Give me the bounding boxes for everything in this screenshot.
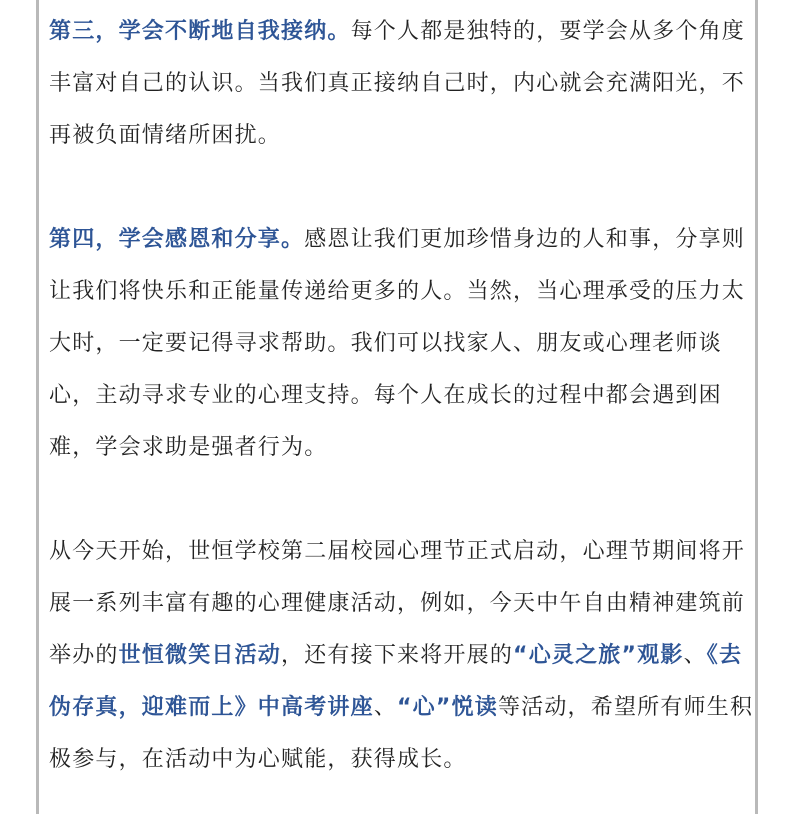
highlight-exam-lecture: 《去伪存真，迎难而上》中高考讲座: [49, 643, 743, 720]
article-body: [49, 6, 755, 786]
paragraph-self-acceptance: [49, 6, 755, 162]
paragraph-heading: 第三，学会不断地自我接纳。: [49, 19, 351, 44]
paragraph-text: 感恩让我们更加珍惜身边的人和事，分享则让我们将快乐和正能量传递给更多的人。当然，当心理承受的压力太大时，一定要记得寻求帮助。我们可以找家人、朋友或心理老师谈心，主动寻求专业的心理支持。每个人在成长的过程中都会遇到困难，学会求助是强者行为。: [49, 227, 746, 460]
paragraph-text: 每个人都是独特的，要学会从多个角度丰富对自己的认识。当我们真正接纳自己时，内心就会充满阳光，不再被负面情绪所困扰。: [49, 19, 746, 148]
paragraph-text: 、: [373, 695, 398, 720]
highlight-heart-reading: “心”悦读: [397, 695, 498, 720]
paragraph-text: 从今天开始，世恒学校第二届校园心理节正式启动，心理节期间将开展一系列丰富有趣的心理健康活动，例如，今天中午自由精神建筑前举办的: [49, 539, 746, 668]
highlight-soul-journey: “心灵之旅”观影: [513, 643, 684, 668]
paragraph-text: 等活动，希望所有师生积极参与，在活动中为心赋能，获得成长。: [49, 695, 754, 772]
paragraph-festival-launch: [49, 526, 755, 786]
paragraph-spacer: [49, 474, 755, 526]
paragraph-text: 、: [683, 643, 707, 668]
highlight-smile-day: 世恒微笑日活动: [118, 643, 282, 668]
paragraph-spacer: [49, 162, 755, 214]
paragraph-heading: 第四，学会感恩和分享。: [49, 227, 305, 252]
paragraph-gratitude-sharing: [49, 214, 755, 474]
paragraph-text: ，还有接下来将开展的: [281, 643, 514, 668]
